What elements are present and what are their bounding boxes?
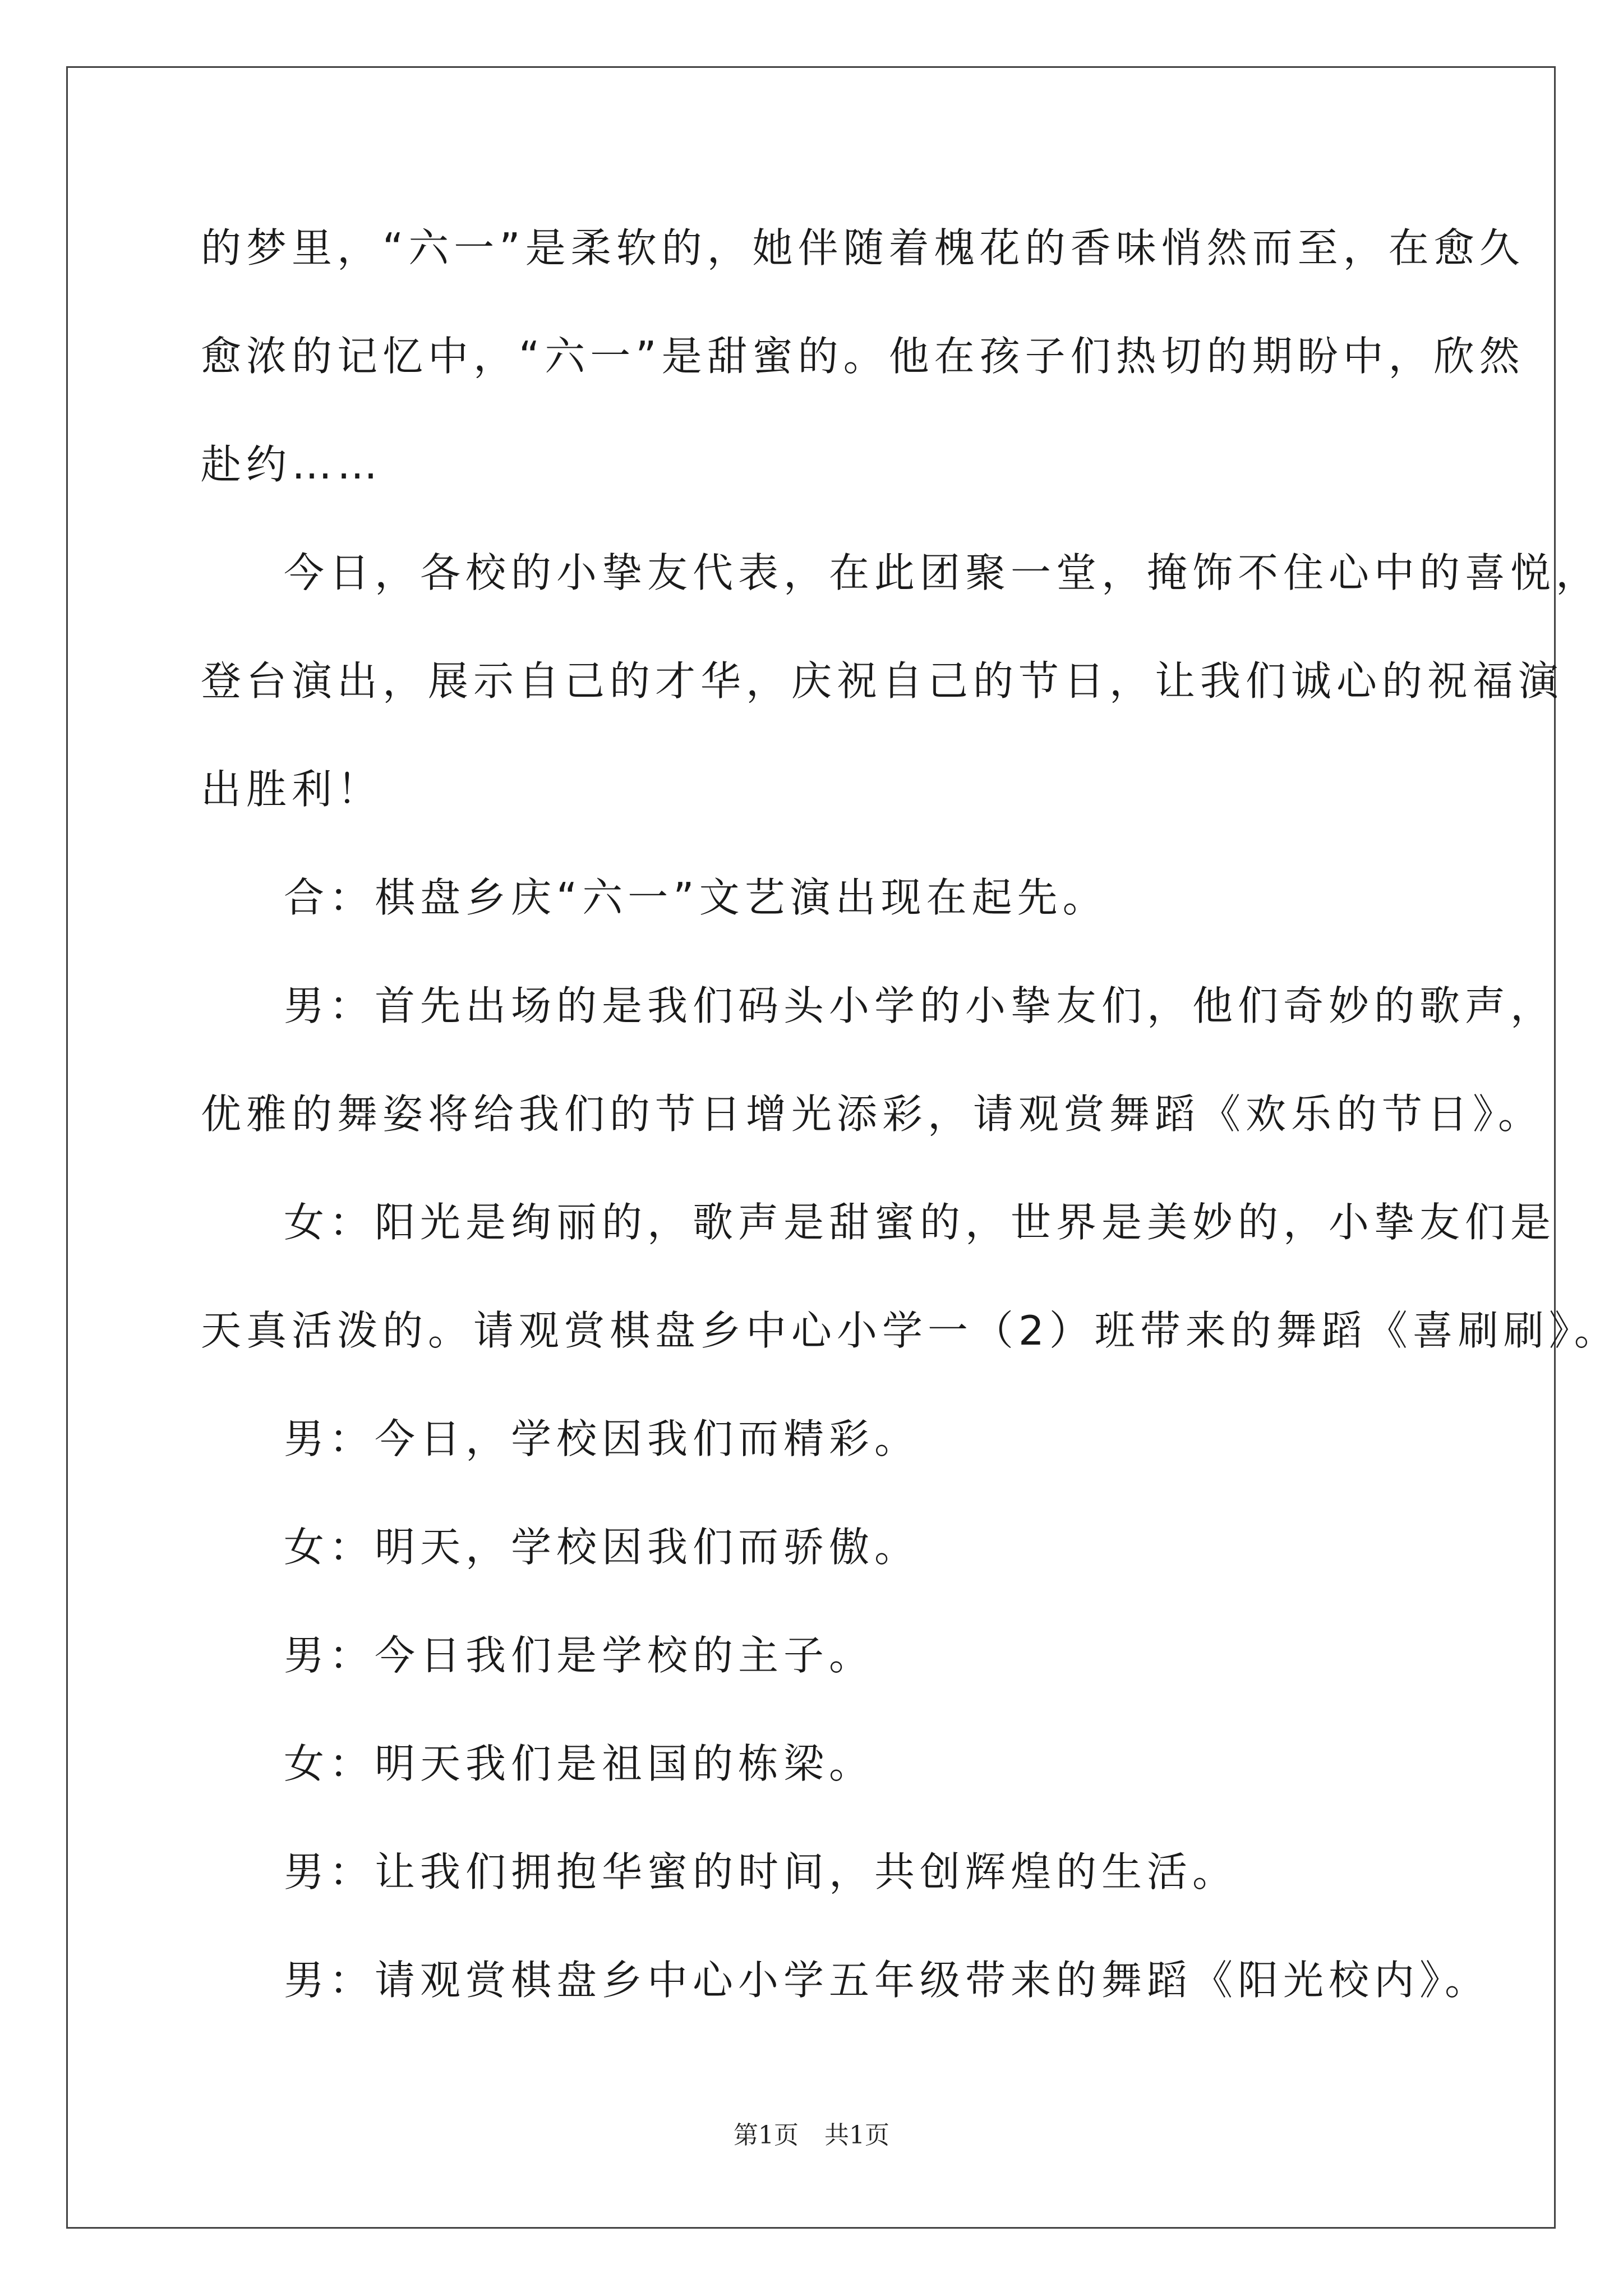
- page-total: 共1页: [824, 2121, 889, 2150]
- text-line: 赴约……: [201, 441, 383, 488]
- text-line: 女：明天我们是祖国的栋梁。: [284, 1740, 875, 1787]
- text-line: 女：明天，学校因我们而骄傲。: [284, 1524, 920, 1571]
- text-line: 出胜利！: [201, 766, 383, 813]
- page-number: 第1页: [734, 2121, 799, 2150]
- text-line: 登台演出，展示自己的才华，庆祝自己的节日，让我们诚心的祝福演: [201, 657, 1564, 705]
- text-line: 天真活泼的。请观赏棋盘乡中心小学一（2）班带来的舞蹈《喜刷刷》。: [201, 1307, 1620, 1354]
- text-line: 男：今日我们是学校的主子。: [284, 1632, 875, 1679]
- text-line: 男：首先出场的是我们码头小学的小挚友们，他们奇妙的歌声，: [284, 982, 1556, 1029]
- text-line: 男：让我们拥抱华蜜的时间，共创辉煌的生活。: [284, 1848, 1238, 1895]
- page-footer: [0, 2115, 1623, 2151]
- text-line: 男：今日，学校因我们而精彩。: [284, 1415, 920, 1462]
- text-line: 愈浓的记忆中，“六一”是甜蜜的。他在孩子们热切的期盼中，欣然: [201, 333, 1525, 380]
- text-line: 的梦里，“六一”是柔软的，她伴随着槐花的香味悄然而至，在愈久: [201, 224, 1525, 272]
- text-line: 女：阳光是绚丽的，歌声是甜蜜的，世界是美妙的，小挚友们是: [284, 1199, 1556, 1246]
- text-line: 男：请观赏棋盘乡中心小学五年级带来的舞蹈《阳光校内》。: [284, 1957, 1491, 2004]
- text-line: 优雅的舞姿将给我们的节日增光添彩，请观赏舞蹈《欢乐的节日》。: [201, 1091, 1544, 1138]
- document-body: [201, 220, 1620, 2060]
- text-line: 合：棋盘乡庆“六一”文艺演出现在起先。: [284, 874, 1108, 921]
- text-line: 今日，各校的小挚友代表，在此团聚一堂，掩饰不住心中的喜悦，: [284, 549, 1602, 596]
